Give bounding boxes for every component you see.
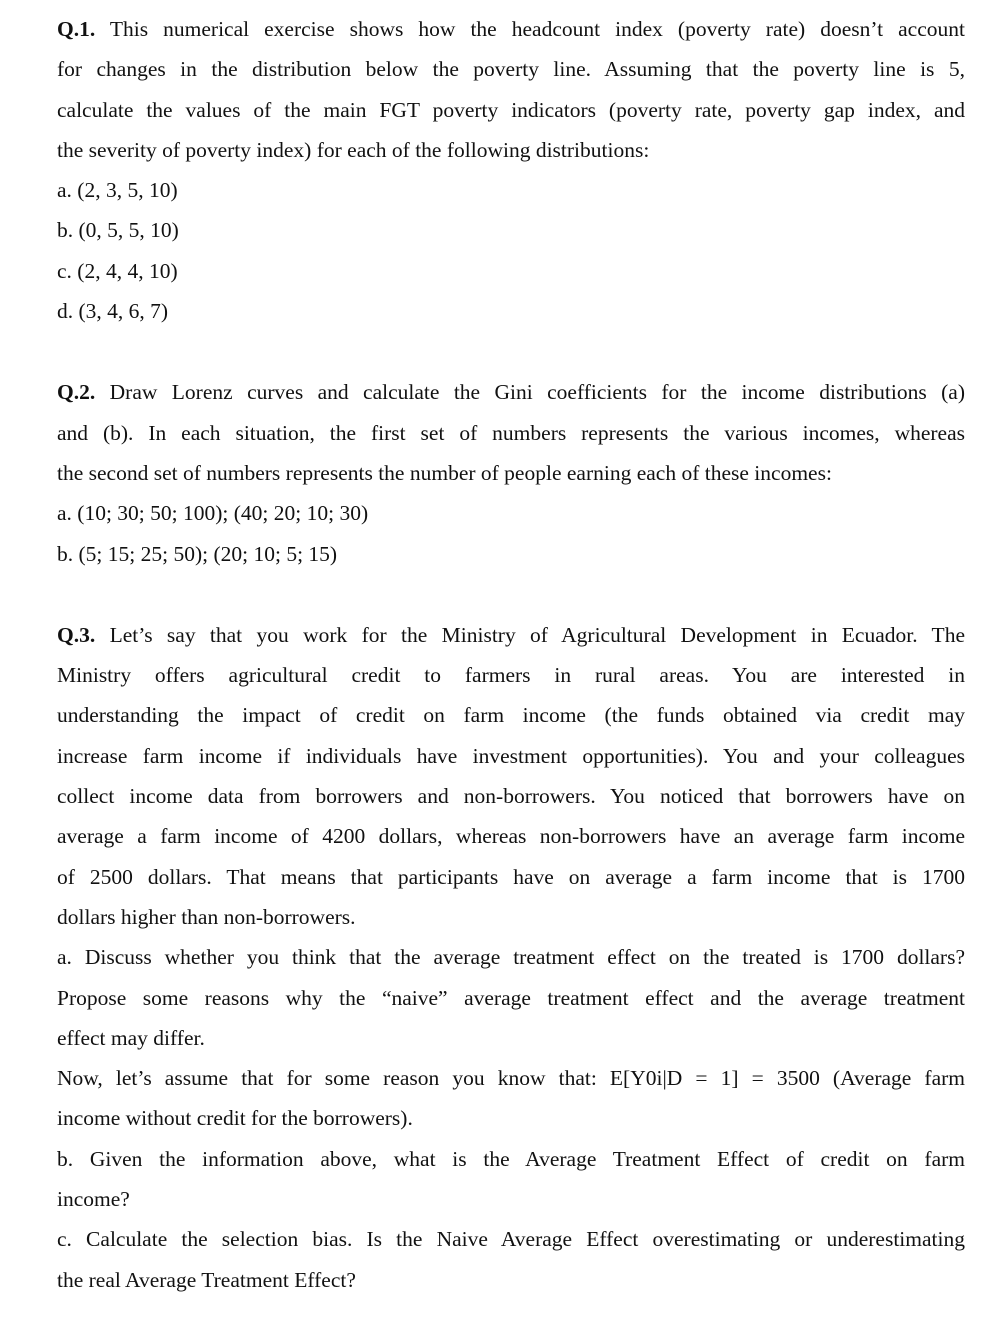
document-page xyxy=(57,9,965,1300)
q3-part-b-line-2: income? xyxy=(57,1187,130,1212)
q1-item-b: b. (0, 5, 5, 10) xyxy=(57,218,179,243)
q3-part-a-line-2: Propose some reasons why the “naive” average treatment effect and the average treatment xyxy=(57,985,965,1010)
q3-part-a-line-3: effect may differ. xyxy=(57,1025,205,1050)
q2-item-a: a. (10; 30; 50; 100); (40; 20; 10; 30) xyxy=(57,501,369,526)
q3-label: Q.3. xyxy=(57,622,96,647)
q3-line-4: increase farm income if individuals have investment opportunities). You and your colleagues xyxy=(57,743,965,768)
q3-line-8: dollars higher than non-borrowers. xyxy=(57,904,356,929)
q3-part-a-line-1: a. Discuss whether you think that the average treatment effect on the treated is 1700 dollars? xyxy=(57,945,965,970)
q1-item-a: a. (2, 3, 5, 10) xyxy=(57,178,178,203)
q3-part-c-line-1: c. Calculate the selection bias. Is the Naive Average Effect overestimating or underestimating xyxy=(57,1227,965,1252)
q3-line-3: understanding the impact of credit on farm income (the funds obtained via credit may xyxy=(57,703,965,728)
q3-line-2: Ministry offers agricultural credit to farmers in rural areas. You are interested in xyxy=(57,663,965,688)
q3-assumption-line-2: income without credit for the borrowers). xyxy=(57,1106,413,1131)
q1-line-1: Q.1. This numerical exercise shows how the headcount index (poverty rate) doesn’t account xyxy=(57,17,965,41)
question-2 xyxy=(57,372,965,573)
q1-item-c: c. (2, 4, 4, 10) xyxy=(57,258,178,283)
q1-line-2: for changes in the distribution below the poverty line. Assuming that the poverty line is 5, xyxy=(57,57,965,82)
q2-line-2: and (b). In each situation, the first set of numbers represents the various incomes, whereas xyxy=(57,420,965,445)
q2-line-1: Q.2. Draw Lorenz curves and calculate the Gini coefficients for the income distributions (a) xyxy=(57,380,965,405)
q1-line-4: the severity of poverty index) for each of the following distributions: xyxy=(57,137,650,162)
question-1 xyxy=(57,9,965,331)
q2-item-b: b. (5; 15; 25; 50); (20; 10; 5; 15) xyxy=(57,541,338,566)
q3-line-6: average a farm income of 4200 dollars, whereas non-borrowers have an average farm income xyxy=(57,824,965,849)
q3-line-5: collect income data from borrowers and non-borrowers. You noticed that borrowers have on xyxy=(57,784,965,809)
q3-part-c-line-2: the real Average Treatment Effect? xyxy=(57,1267,356,1292)
q3-line-1: Q.3. Let’s say that you work for the Ministry of Agricultural Development in Ecuador. The xyxy=(57,622,965,647)
q1-line-3: calculate the values of the main FGT poverty indicators (poverty rate, poverty gap index, and xyxy=(57,97,965,122)
q3-part-b-line-1: b. Given the information above, what is the Average Treatment Effect of credit on farm xyxy=(57,1146,965,1171)
q3-assumption-line-1: Now, let’s assume that for some reason you know that: E[Y0i|D = 1] = 3500 (Average farm xyxy=(57,1066,965,1091)
q3-line-7: of 2500 dollars. That means that participants have on average a farm income that is 1700 xyxy=(57,864,965,889)
question-3 xyxy=(57,615,965,1300)
q1-item-d: d. (3, 4, 6, 7) xyxy=(57,299,169,324)
q2-label: Q.2. xyxy=(57,380,96,405)
q1-label: Q.1. xyxy=(57,17,96,41)
q2-line-3: the second set of numbers represents the number of people earning each of these incomes: xyxy=(57,460,832,485)
